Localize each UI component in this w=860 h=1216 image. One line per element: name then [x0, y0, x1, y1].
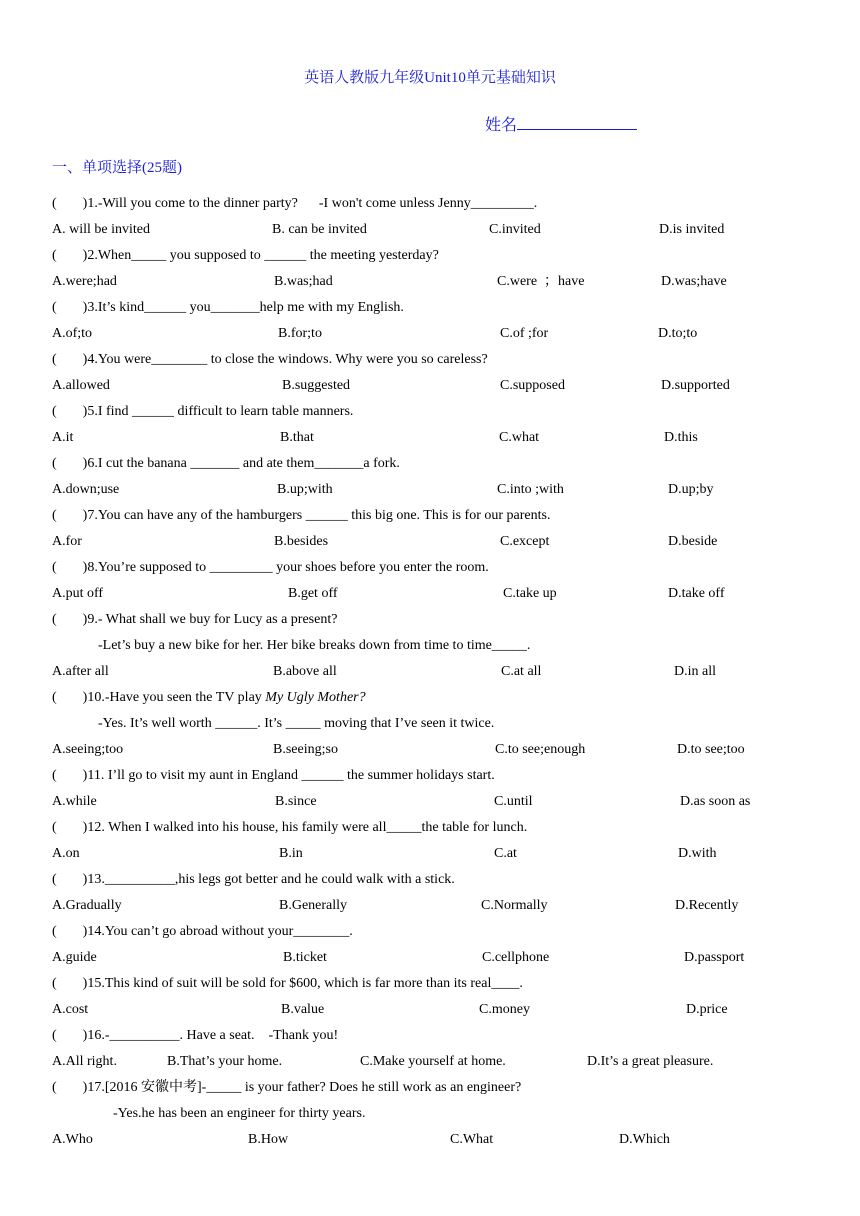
question-8: ( )8.You’re supposed to _________ your shoes before you enter the room.: [52, 560, 489, 575]
option-c[interactable]: C.until: [494, 794, 533, 809]
option-a[interactable]: A.it: [52, 430, 74, 445]
option-d[interactable]: D.Which: [619, 1132, 670, 1147]
option-b[interactable]: B.for;to: [278, 326, 322, 341]
option-d[interactable]: D.up;by: [668, 482, 714, 497]
option-a[interactable]: A.down;use: [52, 482, 120, 497]
option-d[interactable]: D.to see;too: [677, 742, 745, 757]
option-a[interactable]: A.were;had: [52, 274, 117, 289]
option-d[interactable]: D.take off: [668, 586, 725, 601]
option-b[interactable]: B.above all: [273, 664, 337, 679]
option-c[interactable]: C.Make yourself at home.: [360, 1054, 506, 1069]
question-5: ( )5.I find ______ difficult to learn table manners.: [52, 404, 354, 419]
question-13: ( )13.__________,his legs got better and he could walk with a stick.: [52, 872, 455, 887]
option-b[interactable]: B.was;had: [274, 274, 333, 289]
option-d[interactable]: D.this: [664, 430, 698, 445]
option-a[interactable]: A.after all: [52, 664, 109, 679]
question-4: ( )4.You were________ to close the windows. Why were you so careless?: [52, 352, 488, 367]
question-7: ( )7.You can have any of the hamburgers ______ this big one. This is for our parents.: [52, 508, 551, 523]
option-a[interactable]: A.of;to: [52, 326, 93, 341]
option-c[interactable]: C.What: [450, 1132, 494, 1147]
option-b[interactable]: B. can be invited: [272, 222, 367, 237]
option-b[interactable]: B.suggested: [282, 378, 351, 393]
option-c[interactable]: C.of ;for: [500, 326, 549, 341]
question-17: ( )17.[2016 安徽中考]-_____ is your father? Does he still work as an engineer?: [52, 1080, 522, 1095]
option-b[interactable]: B.ticket: [283, 950, 327, 965]
option-a[interactable]: A.cost: [52, 1002, 89, 1017]
option-d[interactable]: D.is invited: [659, 222, 725, 237]
option-c[interactable]: C.what: [499, 430, 540, 445]
option-b[interactable]: B.That’s your home.: [167, 1054, 283, 1069]
option-c[interactable]: C.money: [479, 1002, 530, 1017]
option-d[interactable]: D.passport: [684, 950, 745, 965]
option-d[interactable]: D.Recently: [675, 898, 739, 913]
option-b[interactable]: B.in: [279, 846, 303, 861]
option-d[interactable]: D.to;to: [658, 326, 698, 341]
option-c[interactable]: C.Normally: [481, 898, 548, 913]
question-17-reply: -Yes.he has been an engineer for thirty years.: [113, 1106, 366, 1121]
question-2: ( )2.When_____ you supposed to ______ the meeting yesterday?: [52, 248, 439, 263]
option-d[interactable]: D.supported: [661, 378, 730, 393]
option-a[interactable]: A.allowed: [52, 378, 110, 393]
option-d[interactable]: D.price: [686, 1002, 728, 1017]
option-a[interactable]: A.seeing;too: [52, 742, 124, 757]
name-label: 姓名: [485, 117, 518, 134]
question-6: ( )6.I cut the banana _______ and ate them_______a fork.: [52, 456, 400, 471]
option-b[interactable]: B.besides: [274, 534, 329, 549]
option-b[interactable]: B.Generally: [279, 898, 348, 913]
option-c[interactable]: C.were ；have: [497, 274, 585, 289]
option-b[interactable]: B.up;with: [277, 482, 333, 497]
question-11: ( )11. I’ll go to visit my aunt in England ______ the summer holidays start.: [52, 768, 495, 783]
option-d[interactable]: D.as soon as: [680, 794, 751, 809]
option-a[interactable]: A.on: [52, 846, 80, 861]
question-1: ( )1.-Will you come to the dinner party? -I won't come unless Jenny_________.: [52, 196, 538, 211]
question-14: ( )14.You can’t go abroad without your________.: [52, 924, 353, 939]
option-d[interactable]: D.in all: [674, 664, 716, 679]
name-blank[interactable]: [517, 115, 637, 130]
option-c[interactable]: C.at all: [501, 664, 542, 679]
option-a[interactable]: A.while: [52, 794, 97, 809]
option-b[interactable]: B.get off: [288, 586, 338, 601]
tv-play-title: My Ugly Mother?: [265, 690, 366, 705]
question-15: ( )15.This kind of suit will be sold for $600, which is far more than its real____.: [52, 976, 523, 991]
option-a[interactable]: A.All right.: [52, 1054, 117, 1069]
option-c[interactable]: C.into ;with: [497, 482, 564, 497]
option-a[interactable]: A.guide: [52, 950, 97, 965]
option-c[interactable]: C.invited: [489, 222, 541, 237]
question-3: ( )3.It’s kind______ you_______help me with my English.: [52, 300, 404, 315]
option-d[interactable]: D.was;have: [661, 274, 727, 289]
section-heading: 一、单项选择(25题): [52, 160, 182, 176]
option-d[interactable]: D.beside: [668, 534, 718, 549]
option-c[interactable]: C.at: [494, 846, 517, 861]
option-c[interactable]: C.supposed: [500, 378, 565, 393]
option-a[interactable]: A.for: [52, 534, 82, 549]
option-a[interactable]: A.put off: [52, 586, 104, 601]
question-16: ( )16.-__________. Have a seat. -Thank you!: [52, 1028, 339, 1043]
option-b[interactable]: B.value: [281, 1002, 325, 1017]
page-title: 英语人教版九年级Unit10单元基础知识: [304, 70, 556, 86]
question-10: ( )10.-Have you seen the TV play My Ugly Mother?: [52, 690, 366, 705]
option-a[interactable]: A. will be invited: [52, 222, 150, 237]
option-a[interactable]: A.Gradually: [52, 898, 122, 913]
option-c[interactable]: C.take up: [503, 586, 557, 601]
option-b[interactable]: B.seeing;so: [273, 742, 338, 757]
option-c[interactable]: C.to see;enough: [495, 742, 586, 757]
option-b[interactable]: B.since: [275, 794, 317, 809]
question-9: ( )9.- What shall we buy for Lucy as a present?: [52, 612, 338, 627]
question-10-reply: -Yes. It’s well worth ______. It’s _____ moving that I’ve seen it twice.: [98, 716, 495, 731]
option-b[interactable]: B.How: [248, 1132, 289, 1147]
option-d[interactable]: D.It’s a great pleasure.: [587, 1054, 714, 1069]
option-a[interactable]: A.Who: [52, 1132, 93, 1147]
question-9-reply: -Let’s buy a new bike for her. Her bike breaks down from time to time_____.: [98, 638, 531, 653]
option-c[interactable]: C.except: [500, 534, 550, 549]
option-b[interactable]: B.that: [280, 430, 314, 445]
name-field: [485, 112, 637, 135]
option-d[interactable]: D.with: [678, 846, 717, 861]
question-12: ( )12. When I walked into his house, his family were all_____the table for lunch.: [52, 820, 528, 835]
option-c[interactable]: C.cellphone: [482, 950, 550, 965]
